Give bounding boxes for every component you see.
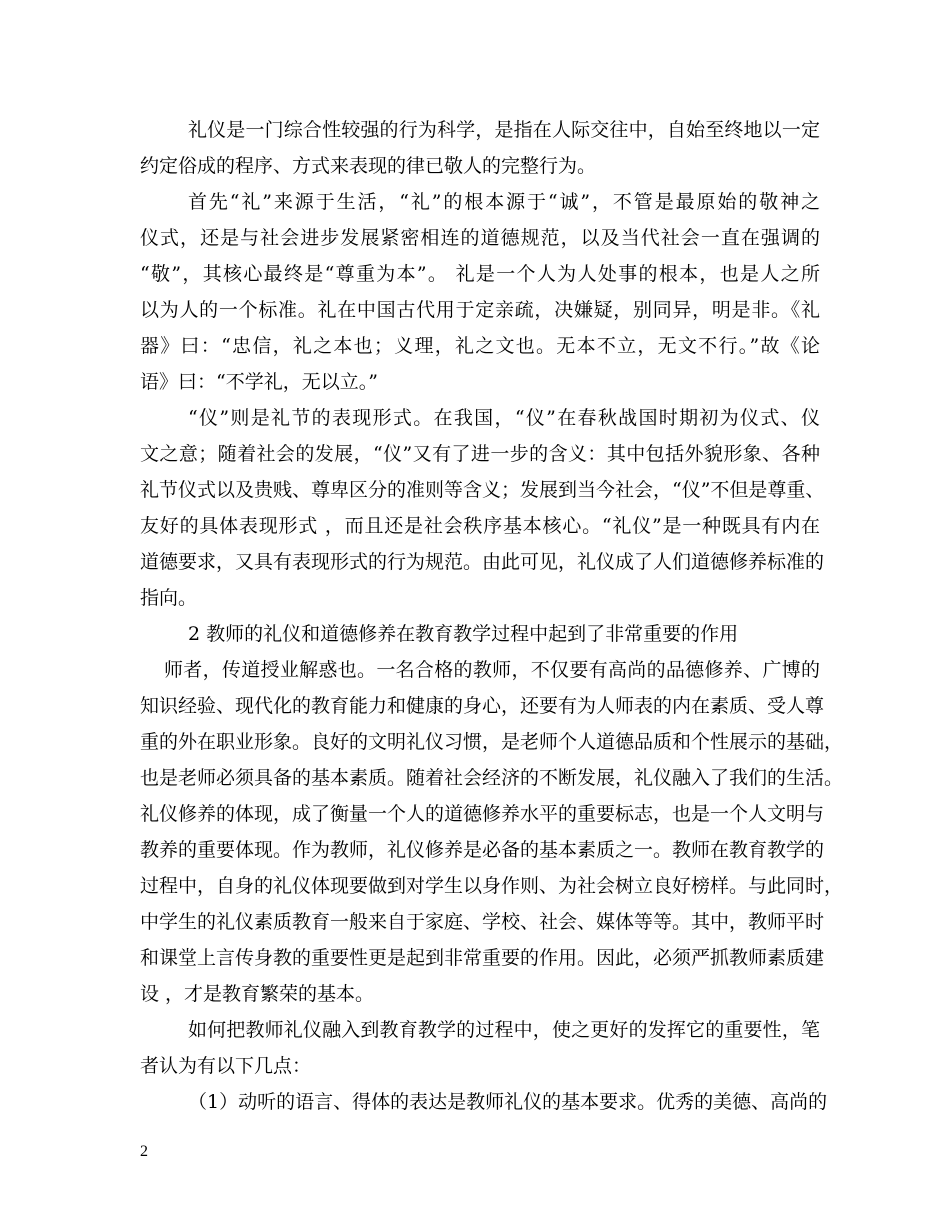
text-line: 仪式，还是与社会进步发展紧密相连的道德规范，以及当代社会一直在强调的 <box>140 227 820 249</box>
text-line: （1）动听的语言、得体的表达是教师礼仪的基本要求。优秀的美德、高尚的 <box>188 1091 828 1113</box>
text-line: 文之意；随着社会的发展，“仪”又有了进一步的含义：其中包括外貌形象、各种 <box>140 443 820 465</box>
text-line: “仪”则是礼节的表现形式。在我国，“仪”在春秋战国时期初为仪式、仪 <box>188 407 820 429</box>
text-line: 以为人的一个标准。礼在中国古代用于定亲疏，决嫌疑，别同异，明是非。《礼 <box>140 299 820 321</box>
text-line: 礼节仪式以及贵贱、尊卑区分的准则等含义；发展到当今社会，“仪”不但是尊重、 <box>140 479 825 501</box>
text-line: 语》曰：“不学礼，无以立。” <box>140 371 378 393</box>
text-line: “敬”，其核心最终是“尊重为本”。 礼是一个人为人处事的根本，也是人之所 <box>140 263 820 285</box>
text-line: 如何把教师礼仪融入到教育教学的过程中，使之更好的发挥它的重要性，笔 <box>188 1019 820 1041</box>
section-heading: 2 教师的礼仪和道德修养在教育教学过程中起到了非常重要的作用 <box>188 623 739 645</box>
text-line: 过程中，自身的礼仪体现要做到对学生以身作则、为社会树立良好榜样。与此同时， <box>140 875 844 897</box>
text-line: 约定俗成的程序、方式来表现的律已敬人的完整行为。 <box>140 155 597 177</box>
page-number: 2 <box>140 1143 148 1160</box>
text-line: 指向。 <box>140 587 198 609</box>
text-line: 中学生的礼仪素质教育一般来自于家庭、学校、社会、媒体等等。其中，教师平时 <box>140 911 825 933</box>
text-line: 也是老师必须具备的基本素质。随着社会经济的不断发展，礼仪融入了我们的生活。 <box>140 767 844 789</box>
text-line: 友好的具体表现形式 ，而且还是社会秩序基本核心。“礼仪”是一种既具有内在 <box>140 515 820 537</box>
text-line: 首先“礼”来源于生活，“礼”的根本源于“诚”，不管是最原始的敬神之 <box>188 191 820 213</box>
text-line: 道德要求，又具有表现形式的行为规范。由此可见，礼仪成了人们道德修养标准的 <box>140 551 825 573</box>
text-line: 设 ，才是教育繁荣的基本。 <box>140 983 375 1005</box>
text-line: 礼仪是一门综合性较强的行为科学，是指在人际交往中，自始至终地以一定 <box>188 119 820 141</box>
text-line: 教养的重要体现。作为教师，礼仪修养是必备的基本素质之一。教师在教育教学的 <box>140 839 825 861</box>
text-line: 礼仪修养的体现，成了衡量一个人的道德修养水平的重要标志，也是一个人文明与 <box>140 803 825 825</box>
text-line: 和课堂上言传身教的重要性更是起到非常重要的作用。因此，必须严抓教师素质建 <box>140 947 825 969</box>
text-line: 重的外在职业形象。良好的文明礼仪习惯，是老师个人道德品质和个性展示的基础， <box>140 731 844 753</box>
text-line: 师者，传道授业解惑也。一名合格的教师，不仅要有高尚的品德修养、广博的 <box>164 659 820 681</box>
text-line: 者认为有以下几点： <box>140 1055 312 1077</box>
text-line: 知识经验、现代化的教育能力和健康的身心，还要有为人师表的内在素质、受人尊 <box>140 695 825 717</box>
text-line: 器》曰：“忠信，礼之本也；义理，礼之文也。无本不立，无文不行。”故《论 <box>140 335 820 357</box>
